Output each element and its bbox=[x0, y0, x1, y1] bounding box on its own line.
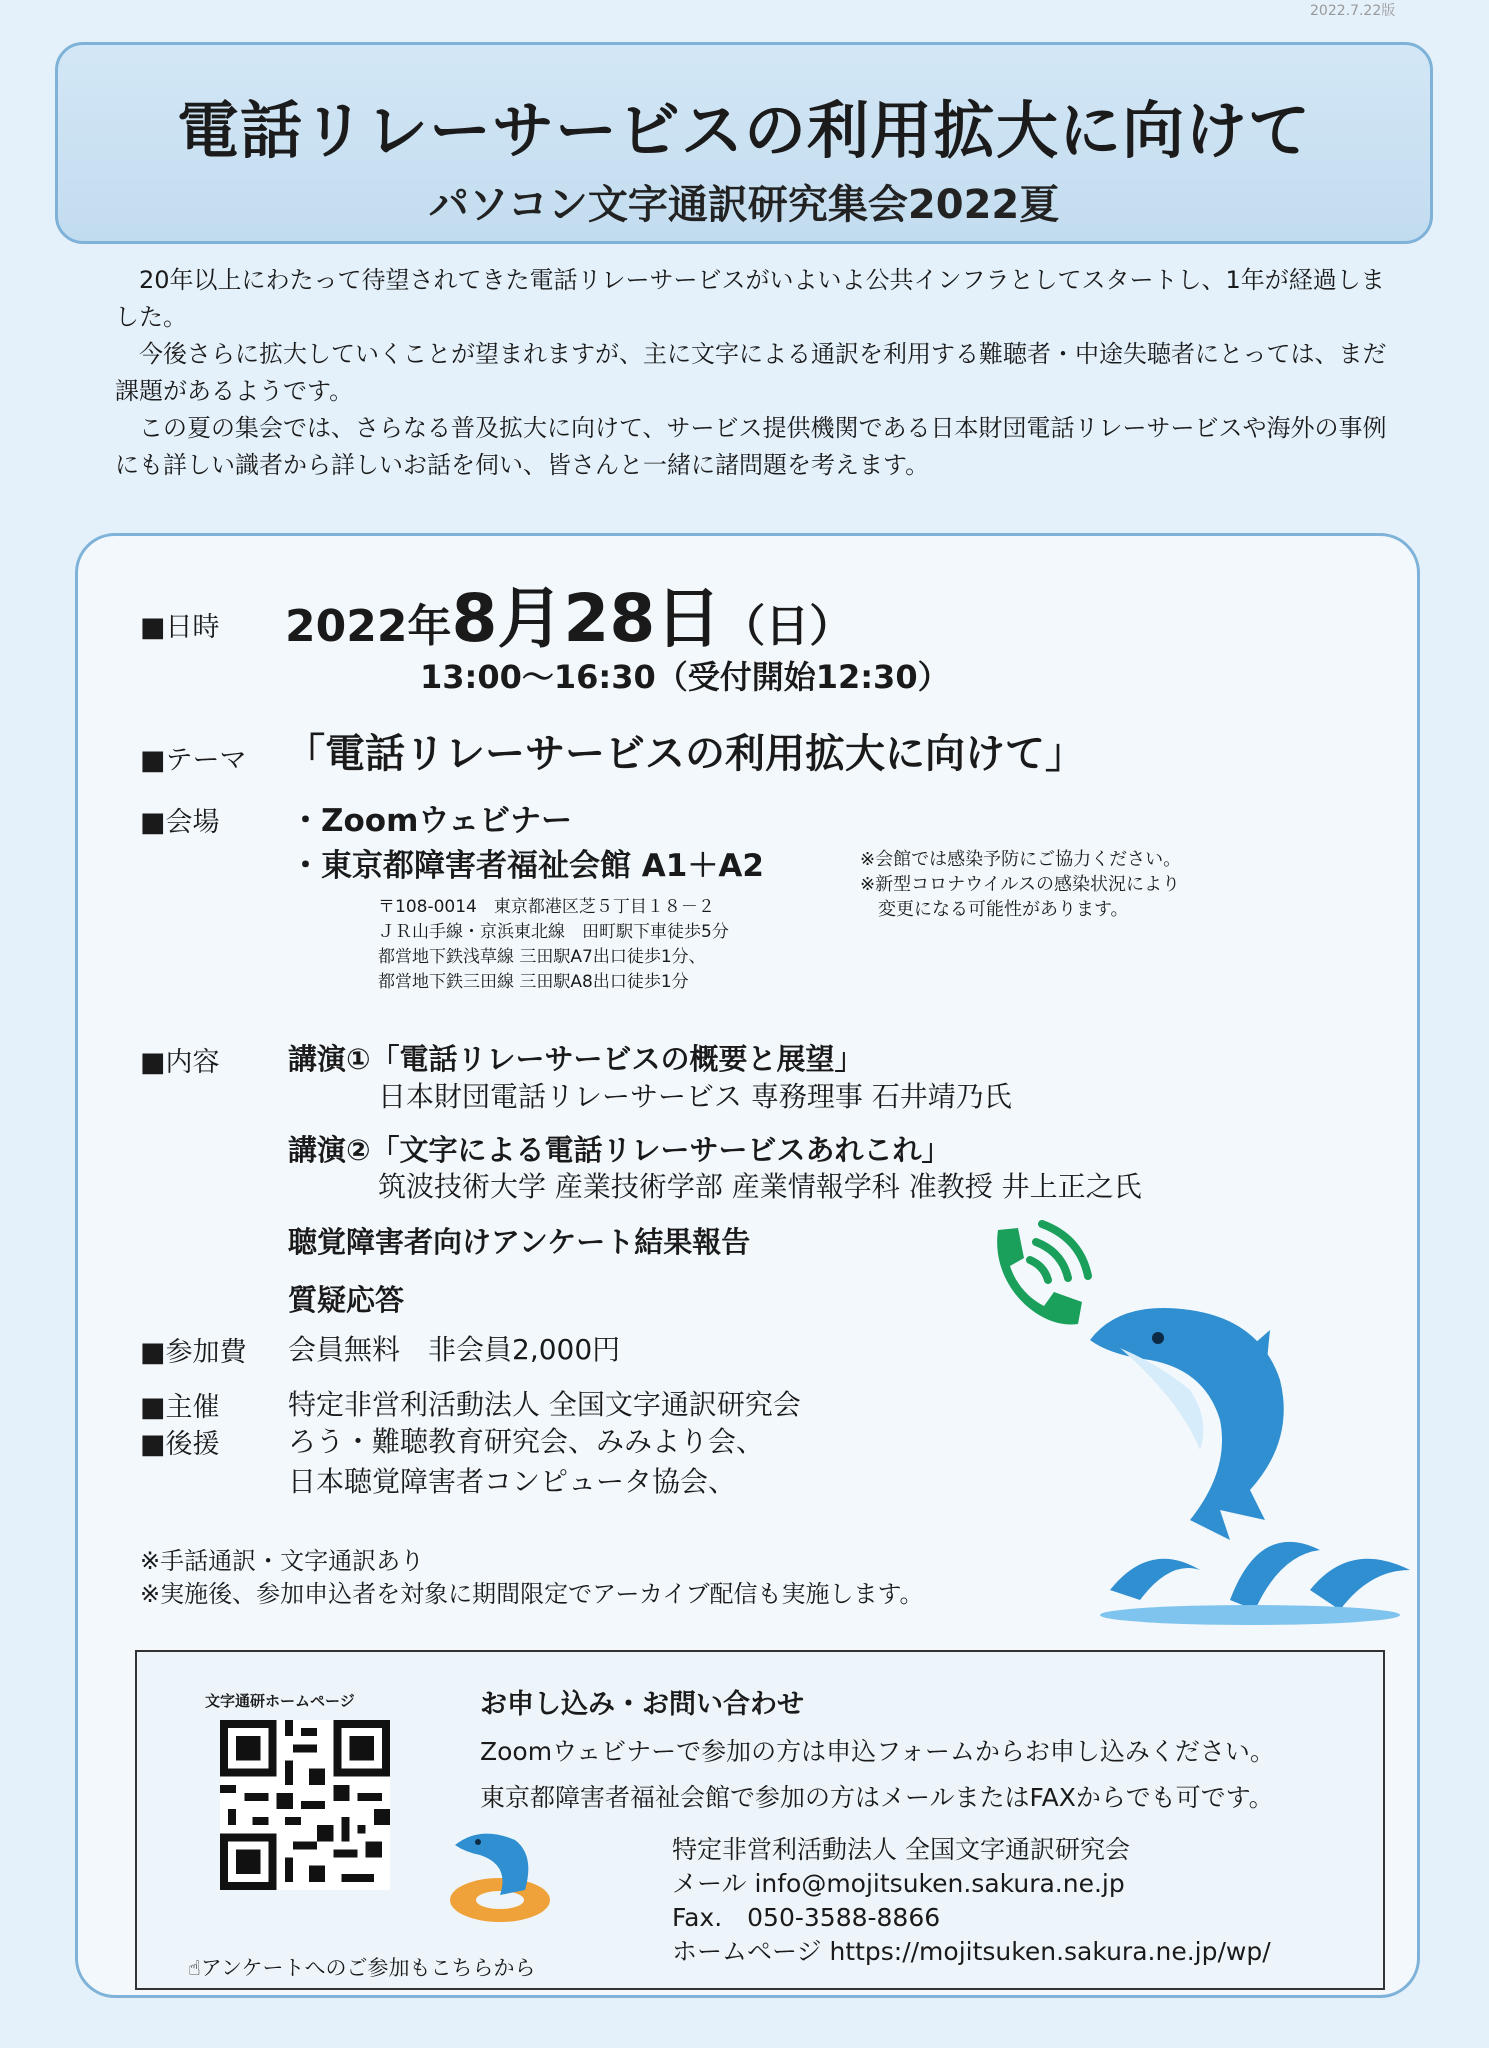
contact-line: 東京都障害者福祉会館で参加の方はメールまたはFAXからでも可です。 bbox=[480, 1783, 1274, 1812]
contact-homepage-link[interactable]: ホームページ https://mojitsuken.sakura.ne.jp/wp/ bbox=[672, 1937, 1271, 1966]
venue-note: ※新型コロナウイルスの感染状況により bbox=[860, 874, 1181, 895]
intro-text bbox=[115, 262, 1405, 484]
contact-heading: お申し込み・お問い合わせ bbox=[480, 1689, 804, 1720]
qr-code[interactable] bbox=[220, 1720, 390, 1890]
event-date bbox=[285, 565, 853, 660]
venue-note: ※会館では感染予防にご協力ください。 bbox=[860, 849, 1182, 870]
organizer-value: 特定非営利活動法人 全国文字通訳研究会 bbox=[288, 1388, 801, 1421]
dolphin-float-icon bbox=[440, 1820, 560, 1930]
footnotes bbox=[140, 1545, 924, 1611]
theme-label: ■テーマ bbox=[140, 745, 247, 776]
contact-line: Zoomウェビナーで参加の方は申込フォームからお申し込みください。 bbox=[480, 1737, 1275, 1766]
page-title: 電話リレーサービスの利用拡大に向けて bbox=[176, 94, 1311, 167]
intro-paragraph: 20年以上にわたって待望されてきた電話リレーサービスがいよいよ公共インフラとしてスタートし、1年が経過しました。 bbox=[115, 266, 1385, 331]
venue-access-line: ＪＲ山手線・京浜東北線 田町駅下車徒歩5分 bbox=[378, 922, 729, 942]
contact-org: 特定非営利活動法人 全国文字通訳研究会 bbox=[672, 1835, 1130, 1864]
talk-2-speaker: 筑波技術大学 産業技術学部 産業情報学科 准教授 井上正之氏 bbox=[378, 1170, 1142, 1203]
venue-online: ・Zoomウェビナー bbox=[290, 803, 573, 839]
page-subtitle: パソコン文字通訳研究集会2022夏 bbox=[428, 182, 1060, 228]
survey-report: 聴覚障害者向けアンケート結果報告 bbox=[288, 1225, 751, 1259]
venue-access-line: 都営地下鉄三田線 三田駅A8出口徒歩1分 bbox=[378, 972, 689, 992]
content-label: ■内容 bbox=[140, 1047, 220, 1078]
date-weekday: （日） bbox=[721, 601, 854, 652]
fee-value: 会員無料 非会員2,000円 bbox=[288, 1333, 621, 1366]
support-label: ■後援 bbox=[140, 1429, 220, 1460]
talk-1-speaker: 日本財団電話リレーサービス 専務理事 石井靖乃氏 bbox=[378, 1080, 1012, 1113]
survey-note: ☝アンケートへのご参加もこちらから bbox=[188, 1956, 536, 1980]
qa-session: 質疑応答 bbox=[288, 1283, 405, 1317]
venue-note: 変更になる可能性があります。 bbox=[860, 899, 1129, 920]
venue-access-line: 都営地下鉄浅草線 三田駅A7出口徒歩1分、 bbox=[378, 947, 706, 967]
intro-paragraph: この夏の集会では、さらなる普及拡大に向けて、サービス提供機関である日本財団電話リレーサービスや海外の事例にも詳しい識者から詳しいお話を伺い、皆さんと一緒に諸問題を考えます。 bbox=[115, 414, 1387, 479]
support-value: 日本聴覚障害者コンピュータ協会、 bbox=[288, 1465, 737, 1498]
event-time: 13:00～16:30（受付開始12:30） bbox=[420, 658, 950, 696]
qr-caption: 文字通研ホームページ bbox=[205, 1692, 355, 1710]
talk-1-title: 講演①「電話リレーサービスの概要と展望」 bbox=[288, 1042, 864, 1076]
title-banner bbox=[55, 42, 1433, 244]
venue-address-line: 〒108-0014 東京都港区芝５丁目１８－２ bbox=[378, 897, 715, 917]
contact-fax: Fax. 050-3588-8866 bbox=[672, 1903, 941, 1932]
event-theme: 「電話リレーサービスの利用拡大に向けて」 bbox=[285, 731, 1085, 777]
footnote: ※手話通訳・文字通訳あり bbox=[140, 1547, 425, 1575]
fee-label: ■参加費 bbox=[140, 1337, 247, 1368]
venue-label: ■会場 bbox=[140, 807, 220, 838]
date-label: ■日時 bbox=[140, 612, 220, 643]
dolphin-illustration bbox=[1080, 1270, 1420, 1630]
footnote: ※実施後、参加申込者を対象に期間限定でアーカイブ配信も実施します。 bbox=[140, 1580, 924, 1608]
venue-hall: ・東京都障害者福祉会館 A1＋A2 bbox=[290, 848, 764, 884]
talk-2-title: 講演②「文字による電話リレーサービスあれこれ」 bbox=[288, 1133, 951, 1167]
contact-mail[interactable]: メール info@mojitsuken.sakura.ne.jp bbox=[672, 1869, 1125, 1898]
version-stamp: 2022.7.22版 bbox=[1310, 3, 1396, 19]
intro-paragraph: 今後さらに拡大していくことが望まれますが、主に文字による通訳を利用する難聴者・中途失聴者にとっては、まだ課題があるようです。 bbox=[115, 340, 1387, 405]
support-value: ろう・難聴教育研究会、みみより会、 bbox=[288, 1425, 765, 1458]
date-day: 8月28日 bbox=[451, 580, 722, 657]
organizer-label: ■主催 bbox=[140, 1392, 220, 1423]
date-year: 2022年 bbox=[285, 601, 452, 652]
